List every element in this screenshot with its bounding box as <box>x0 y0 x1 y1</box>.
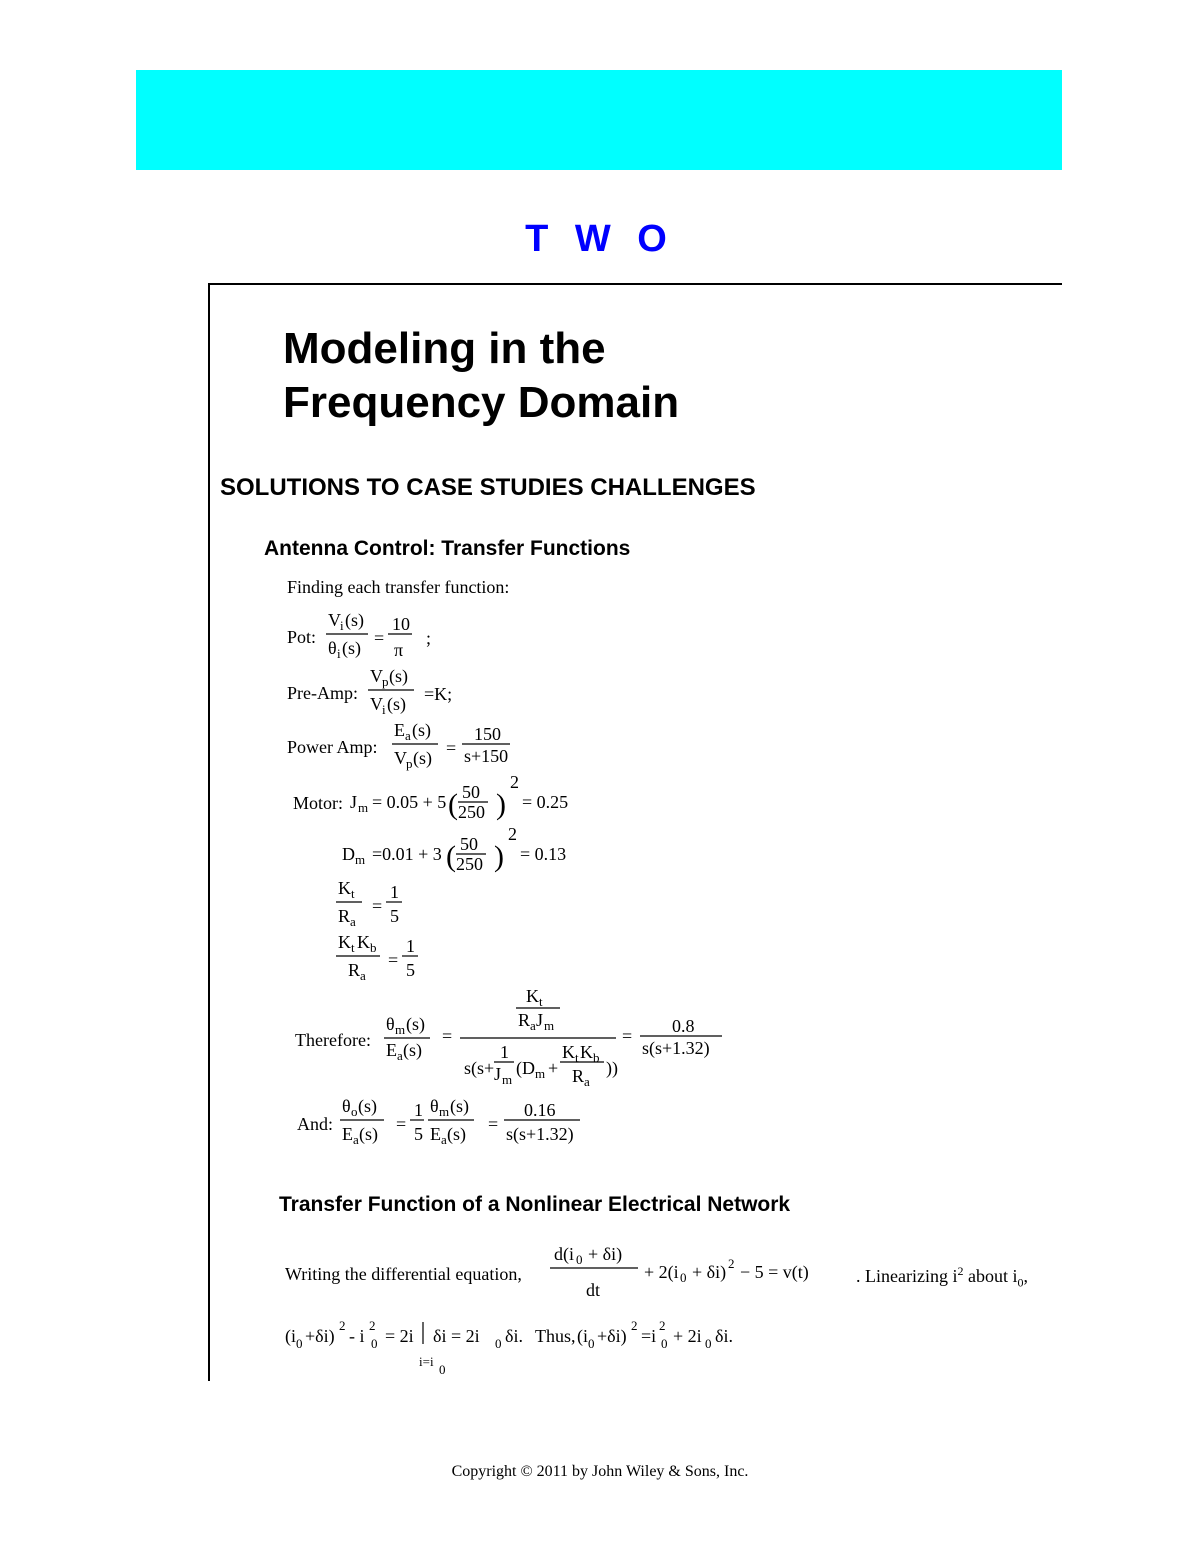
linearizing-label: . Linearizing i <box>856 1266 958 1286</box>
svg-text:;: ; <box>426 628 432 648</box>
svg-text:b: b <box>593 1050 600 1065</box>
svg-text:=0.01 + 3: =0.01 + 3 <box>372 844 442 864</box>
svg-text:dt: dt <box>586 1280 601 1300</box>
section-heading: SOLUTIONS TO CASE STUDIES CHALLENGES <box>220 474 756 501</box>
and-equation <box>340 1094 600 1155</box>
svg-text:50: 50 <box>460 834 478 854</box>
svg-text:2: 2 <box>728 1256 735 1271</box>
svg-text:R: R <box>572 1066 585 1086</box>
svg-text:0: 0 <box>661 1336 668 1351</box>
svg-text:(s): (s) <box>413 748 432 768</box>
svg-text:2: 2 <box>508 824 517 844</box>
svg-text:=: = <box>388 950 399 970</box>
svg-text:s(s+: s(s+ <box>464 1058 495 1078</box>
svg-text:p: p <box>406 756 413 771</box>
svg-text:5: 5 <box>390 906 399 926</box>
svg-text:0: 0 <box>495 1336 502 1351</box>
svg-text:0: 0 <box>576 1252 583 1267</box>
svg-text:+δi): +δi) <box>305 1326 335 1346</box>
pot-label: Pot: <box>287 627 317 647</box>
svg-text:=: = <box>374 628 385 648</box>
svg-text:b: b <box>370 940 377 955</box>
svg-text:(D: (D <box>516 1058 535 1078</box>
svg-text:J: J <box>536 1010 544 1030</box>
svg-text:t: t <box>351 940 355 955</box>
svg-text:δi.: δi. <box>505 1326 523 1346</box>
svg-text:(s): (s) <box>387 694 406 714</box>
svg-text:δi.: δi. <box>715 1326 733 1346</box>
svg-text:1: 1 <box>390 882 399 902</box>
svg-text:a: a <box>353 1132 359 1147</box>
svg-text:R: R <box>348 960 361 980</box>
svg-text:R: R <box>518 1010 531 1030</box>
svg-text:(s): (s) <box>389 666 408 686</box>
chapter-title-line1: Modeling in the <box>283 324 606 373</box>
svg-text:E: E <box>386 1040 397 1060</box>
svg-text:a: a <box>584 1074 590 1089</box>
svg-text:Thus,: Thus, <box>535 1326 576 1346</box>
svg-text:i: i <box>337 646 341 661</box>
svg-text:0.16: 0.16 <box>524 1100 556 1120</box>
svg-text:0: 0 <box>296 1336 303 1351</box>
chapter-number: T W O <box>525 218 675 260</box>
svg-text:1: 1 <box>500 1042 509 1062</box>
preamp-label: Pre-Amp: <box>287 683 358 703</box>
differential-equation <box>546 1238 856 1307</box>
svg-text:m: m <box>439 1104 450 1119</box>
svg-text:J: J <box>494 1064 502 1084</box>
svg-text:m: m <box>355 852 366 867</box>
svg-text:R: R <box>338 906 351 926</box>
svg-text:= 0.13: = 0.13 <box>520 844 567 864</box>
linearizing-text: . Linearizing $i^2$ about $i_0$, <box>856 1264 1028 1290</box>
svg-text:m: m <box>358 800 369 815</box>
svg-text:- i: - i <box>349 1326 365 1346</box>
svg-text:0: 0 <box>371 1336 378 1351</box>
svg-text:0.8: 0.8 <box>672 1016 695 1036</box>
svg-text:= 0.25: = 0.25 <box>522 792 569 812</box>
svg-text:K: K <box>562 1042 575 1062</box>
svg-text:(s): (s) <box>403 1040 422 1060</box>
svg-text:− 5 = v(t): − 5 = v(t) <box>740 1262 809 1282</box>
svg-text:m: m <box>544 1018 555 1033</box>
svg-text:(s): (s) <box>406 1014 425 1034</box>
chapter-banner <box>136 70 1062 170</box>
svg-text:= 2i: = 2i <box>385 1326 414 1346</box>
svg-text:+δi): +δi) <box>597 1326 627 1346</box>
svg-text:5: 5 <box>406 960 415 980</box>
svg-text:1: 1 <box>414 1100 423 1120</box>
svg-text:250: 250 <box>456 854 483 874</box>
svg-text:(s): (s) <box>450 1096 469 1116</box>
svg-text:=: = <box>488 1114 499 1134</box>
svg-text:=K;: =K; <box>424 684 453 704</box>
svg-text:t: t <box>351 886 355 901</box>
svg-text:a: a <box>350 914 356 929</box>
copyright-footer: Copyright © 2011 by John Wiley & Sons, Inc. <box>451 1463 749 1480</box>
svg-text:150: 150 <box>474 724 501 744</box>
svg-text:2: 2 <box>369 1318 376 1333</box>
svg-text:10: 10 <box>392 614 410 634</box>
svg-text:t: t <box>539 994 543 1009</box>
svg-text:i: i <box>382 702 386 717</box>
kt-ra-equation <box>336 878 456 939</box>
svg-text:)): )) <box>606 1058 618 1078</box>
pot-equation <box>320 610 460 671</box>
svg-text:K: K <box>338 878 351 898</box>
frame-top-rule <box>208 283 1062 285</box>
svg-text:): ) <box>494 840 504 873</box>
therefore-label: Therefore: <box>295 1030 371 1050</box>
svg-text:J: J <box>350 792 358 812</box>
svg-text:0: 0 <box>680 1270 687 1285</box>
svg-text:2: 2 <box>510 772 519 792</box>
svg-text:d(i: d(i <box>554 1244 574 1264</box>
svg-text:s(s+1.32): s(s+1.32) <box>642 1038 710 1058</box>
svg-text:V: V <box>370 694 383 714</box>
poweramp-label: Power Amp: <box>287 737 378 757</box>
svg-text:a: a <box>405 728 411 743</box>
linearization-equation <box>285 1316 765 1391</box>
svg-text:5: 5 <box>414 1124 423 1144</box>
svg-text:δi = 2i: δi = 2i <box>433 1326 480 1346</box>
svg-text:(s): (s) <box>345 610 364 630</box>
antenna-intro: Finding each transfer function: <box>287 577 510 597</box>
svg-text:V: V <box>328 610 341 630</box>
svg-text:θ: θ <box>386 1014 395 1034</box>
svg-text:+ 2i: + 2i <box>673 1326 702 1346</box>
svg-text:50: 50 <box>462 782 480 802</box>
and-label: And: <box>297 1114 333 1134</box>
svg-text:E: E <box>430 1124 441 1144</box>
svg-text:(i: (i <box>285 1326 296 1346</box>
svg-text:2: 2 <box>659 1318 666 1333</box>
svg-text:a: a <box>530 1018 536 1033</box>
svg-text:=: = <box>396 1114 407 1134</box>
nonlinear-heading: Transfer Function of a Nonlinear Electrical Network <box>279 1193 791 1216</box>
svg-text:(s): (s) <box>447 1124 466 1144</box>
svg-text:a: a <box>360 968 366 983</box>
frame-left-rule <box>208 283 210 1381</box>
svg-text:V: V <box>394 748 407 768</box>
svg-text:s(s+1.32): s(s+1.32) <box>506 1124 574 1144</box>
svg-text:π: π <box>394 640 404 660</box>
svg-text:i: i <box>340 618 344 633</box>
svg-text:= 0.05 + 5: = 0.05 + 5 <box>372 792 447 812</box>
svg-text:m: m <box>535 1066 546 1081</box>
svg-text:): ) <box>496 788 506 821</box>
svg-text:=: = <box>622 1026 633 1046</box>
svg-text:(s): (s) <box>412 720 431 740</box>
svg-text:V: V <box>370 666 383 686</box>
about-label: about i <box>963 1266 1018 1286</box>
svg-text:K: K <box>338 932 351 952</box>
svg-text:K: K <box>357 932 370 952</box>
svg-text:1: 1 <box>406 936 415 956</box>
motor-label: Motor: <box>293 793 344 813</box>
svg-text:=: = <box>446 738 457 758</box>
svg-text:250: 250 <box>458 802 485 822</box>
nonlinear-intro: Writing the differential equation, <box>285 1264 522 1284</box>
svg-text:D: D <box>342 844 355 864</box>
preamp-equation <box>366 666 476 727</box>
svg-text:(i: (i <box>577 1326 588 1346</box>
svg-text:+: + <box>548 1058 559 1078</box>
svg-text:=i: =i <box>641 1326 657 1346</box>
svg-text:i=i: i=i <box>419 1354 434 1369</box>
svg-text:+ δi): + δi) <box>692 1262 727 1282</box>
svg-text:K: K <box>526 986 539 1006</box>
therefore-equation <box>384 982 734 1097</box>
svg-text:=: = <box>372 896 383 916</box>
svg-text:(: ( <box>448 788 458 821</box>
svg-text:=: = <box>442 1026 453 1046</box>
svg-text:2: 2 <box>339 1318 346 1333</box>
svg-text:E: E <box>342 1124 353 1144</box>
svg-text:θ: θ <box>342 1096 351 1116</box>
svg-text:+ δi): + δi) <box>588 1244 623 1264</box>
svg-text:0: 0 <box>705 1336 712 1351</box>
antenna-heading: Antenna Control: Transfer Functions <box>264 537 631 560</box>
svg-text:(: ( <box>446 840 456 873</box>
svg-text:0: 0 <box>439 1362 446 1377</box>
svg-text:m: m <box>395 1022 406 1037</box>
svg-text:(s): (s) <box>358 1096 377 1116</box>
svg-text:E: E <box>394 720 405 740</box>
svg-text:s+150: s+150 <box>464 746 509 766</box>
svg-text:o: o <box>351 1104 358 1119</box>
svg-text:(s): (s) <box>342 638 361 658</box>
svg-text:m: m <box>502 1072 513 1087</box>
svg-text:t: t <box>575 1050 579 1065</box>
svg-text:a: a <box>397 1048 403 1063</box>
chapter-title <box>283 322 679 430</box>
svg-text:θ: θ <box>430 1096 439 1116</box>
svg-text:2: 2 <box>631 1318 638 1333</box>
chapter-title-line2: Frequency Domain <box>283 378 680 427</box>
svg-text:p: p <box>382 674 389 689</box>
svg-text:(s): (s) <box>359 1124 378 1144</box>
svg-text:K: K <box>580 1042 593 1062</box>
svg-text:a: a <box>441 1132 447 1147</box>
svg-text:0: 0 <box>588 1336 595 1351</box>
svg-text:+ 2(i: + 2(i <box>644 1262 679 1282</box>
svg-text:θ: θ <box>328 638 337 658</box>
